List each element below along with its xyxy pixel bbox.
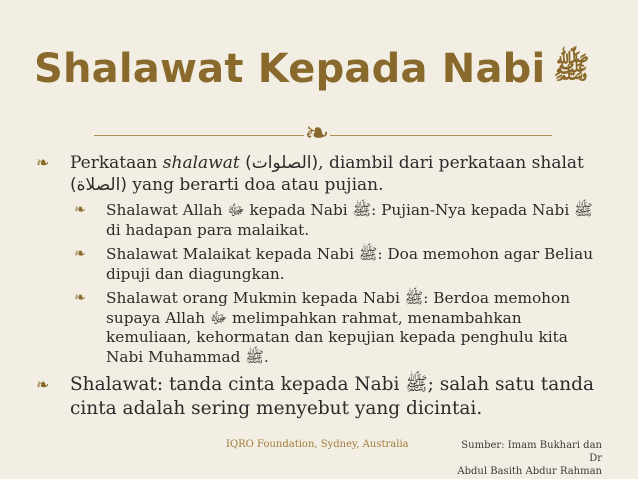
arabic-term: (الصلوات): [245, 153, 319, 173]
title-text: Shalawat Kepada Nabi: [34, 46, 546, 92]
bullet-scroll-icon: ❧: [36, 375, 50, 394]
footer-source-line: Sumber: Imam Bukhari dan Dr: [461, 440, 602, 464]
footer-source-line: Abdul Basith Abdur Rahman: [457, 466, 602, 477]
sub-bullet-text: Shalawat orang Mukmin kepada Nabi ﷺ: Berdoa memohon supaya Allah ﷻ melimpahkan rahmat, menambahkan kemuliaan, kehormatan dan kepujian kepada penghulu kita Nabi Muhammad ﷺ.: [106, 289, 571, 366]
bullet-scroll-icon: ❧: [74, 290, 86, 306]
slide-title: [34, 46, 590, 93]
bullet-scroll-icon: ❧: [74, 202, 86, 218]
footer-source: [454, 439, 602, 478]
footer-organization: IQRO Foundation, Sydney, Australia: [226, 439, 409, 450]
sub-bullet-item: [36, 289, 606, 367]
divider-right: [330, 135, 552, 136]
bullet-text: Shalawat: tanda cinta kepada Nabi ﷺ; salah satu tanda cinta adalah sering menyebut yang dicintai.: [70, 374, 595, 419]
arabic-term: (الصلاة): [70, 175, 127, 195]
bullet-text: Perkataan: [70, 153, 163, 173]
divider-left: [94, 135, 304, 136]
bullet-text: , diambil dari perkataan shalat: [318, 153, 584, 173]
sub-bullet-item: [36, 201, 606, 240]
slide-body: [36, 152, 606, 421]
bullet-scroll-icon: ❧: [36, 153, 50, 172]
sub-bullet-text: Shalawat Malaikat kepada Nabi ﷺ: Doa memohon agar Beliau dipuji dan diagungkan.: [106, 245, 594, 283]
saw-ligature-icon: ﷺ: [553, 51, 590, 86]
bullet-text: yang berarti doa atau pujian.: [126, 175, 384, 195]
fleuron-icon: ❧: [304, 116, 330, 151]
sub-bullet-text: Shalawat Allah ﷻ kepada Nabi ﷺ: Pujian-Nya kepada Nabi ﷺ di hadapan para malaikat.: [106, 201, 593, 239]
sub-bullet-item: [36, 245, 606, 284]
bullet-item: [36, 373, 606, 421]
bullet-item: [36, 152, 606, 196]
bullet-scroll-icon: ❧: [74, 246, 86, 262]
bullet-italic-term: shalawat: [162, 153, 240, 173]
